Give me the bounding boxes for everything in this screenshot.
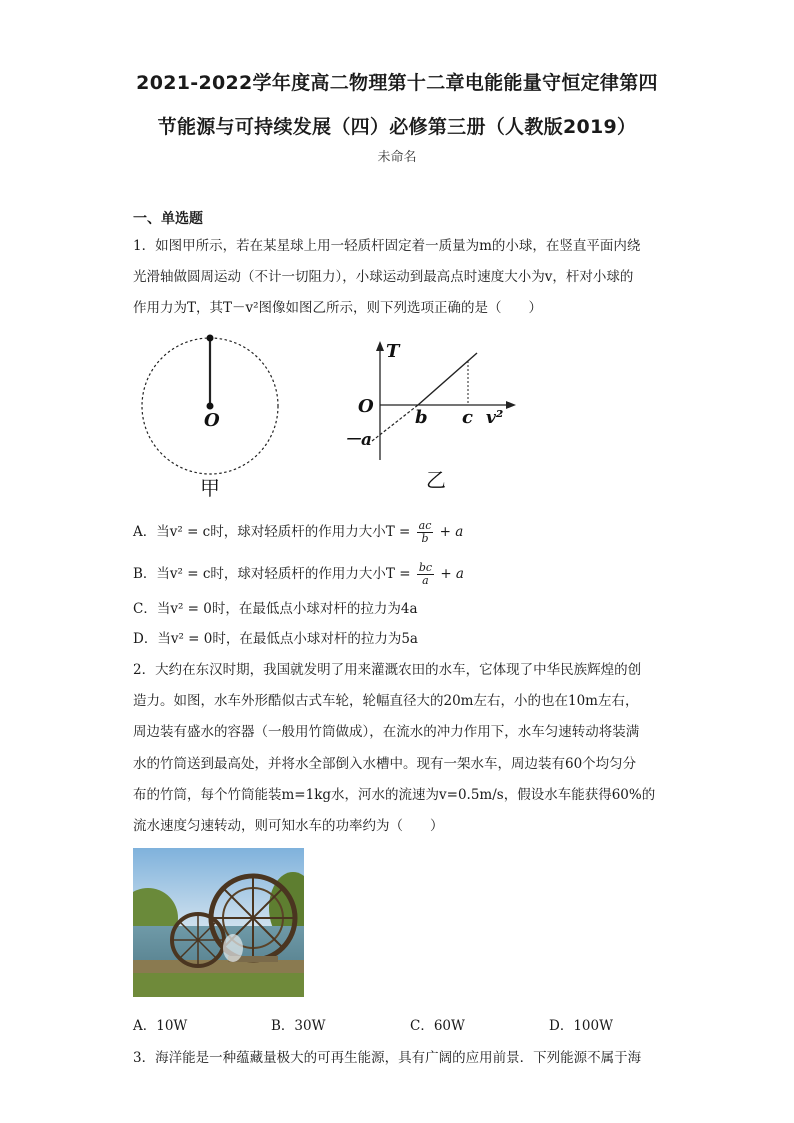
q2-text-line-5: 布的竹筒，每个竹筒能装m=1kg水，河水的流速为v=0.5m/s，假设水车能获得60%的 (133, 787, 656, 803)
label-b: b (415, 407, 428, 428)
label-c: c (462, 407, 473, 428)
q1-option-b-text: B．当v² = c时，球对轻质杆的作用力大小T = (133, 566, 411, 582)
section-heading: 一、单选题 (133, 211, 203, 227)
document-subtitle: 未命名 (377, 150, 417, 165)
q1-option-a-denominator: b (421, 532, 429, 545)
q2-text-line-2: 造力。如图，水车外形酷似古式车轮，轮幅直径大的20m左右，小的也在10m左右， (133, 693, 639, 709)
figure-jia (140, 330, 290, 500)
q2-text-line-6: 流水速度匀速转动，则可知水车的功率约为（ ） (133, 818, 444, 834)
caption-yi: 乙 (426, 468, 446, 492)
label-O: O (204, 410, 220, 431)
y-axis-arrow (376, 341, 384, 351)
water-wheel-photo (133, 848, 304, 997)
q2-option-d: D．100W (549, 1018, 613, 1034)
x-axis-arrow (506, 401, 516, 409)
label-T: T (386, 341, 400, 362)
q2-text-line-3: 周边装有盛水的容器（一般用竹筒做成），在流水的冲力作用下，水车匀速转动将装满 (133, 724, 640, 740)
q1-option-a-fraction (417, 520, 434, 545)
document-title-line-1: 2021-2022学年度高二物理第十二章电能能量守恒定律第四 (136, 72, 658, 94)
q1-option-b-numerator: bc (418, 561, 433, 574)
label-v2: v² (486, 408, 504, 428)
q2-option-c: C．60W (410, 1018, 465, 1034)
q1-option-b (133, 562, 464, 587)
q1-option-c: C．当v² = 0时，在最低点小球对杆的拉力为4a (133, 601, 418, 617)
q1-text-line-2: 光滑轴做圆周运动（不计一切阻力），小球运动到最高点时速度大小为v，杆对小球的 (133, 269, 634, 285)
q1-option-a-text: A．当v² = c时，球对轻质杆的作用力大小T = (133, 524, 411, 540)
figure-yi (340, 335, 520, 495)
ball (207, 335, 214, 342)
q2-text-line-4: 水的竹筒送到最高处，并将水全部倒入水槽中。现有一架水车，周边装有60个均匀分 (133, 756, 637, 772)
q1-option-b-post: + a (440, 566, 464, 582)
pivot (207, 403, 214, 410)
q1-option-b-denominator: a (422, 574, 429, 587)
graph-line-dashed (372, 405, 418, 441)
q1-option-a-numerator: ac (418, 519, 432, 532)
label-origin: O (358, 396, 374, 417)
q3-text-line-1: 3．海洋能是一种蕴藏量极大的可再生能源，具有广阔的应用前景．下列能源不属于海 (133, 1050, 642, 1066)
q2-option-a: A．10W (133, 1018, 188, 1034)
q1-option-a (133, 520, 463, 545)
q1-text-line-3: 作用力为T，其T－v²图像如图乙所示，则下列选项正确的是（ ） (133, 300, 543, 316)
label-neg-a: －a (344, 430, 373, 450)
q1-option-a-post: + a (439, 524, 464, 540)
q2-option-b: B．30W (271, 1018, 326, 1034)
q2-text-line-1: 2．大约在东汉时期，我国就发明了用来灌溉农田的水车，它体现了中华民族辉煌的创 (133, 662, 642, 678)
q1-option-b-fraction (417, 562, 434, 587)
q1-option-d: D．当v² = 0时，在最低点小球对杆的拉力为5a (133, 631, 418, 647)
q1-text-line-1: 1．如图甲所示，若在某星球上用一轻质杆固定着一质量为m的小球，在竖直平面内绕 (133, 238, 641, 254)
document-title-line-2: 节能源与可持续发展（四）必修第三册（人教版2019） (157, 116, 637, 138)
caption-jia: 甲 (200, 476, 220, 500)
